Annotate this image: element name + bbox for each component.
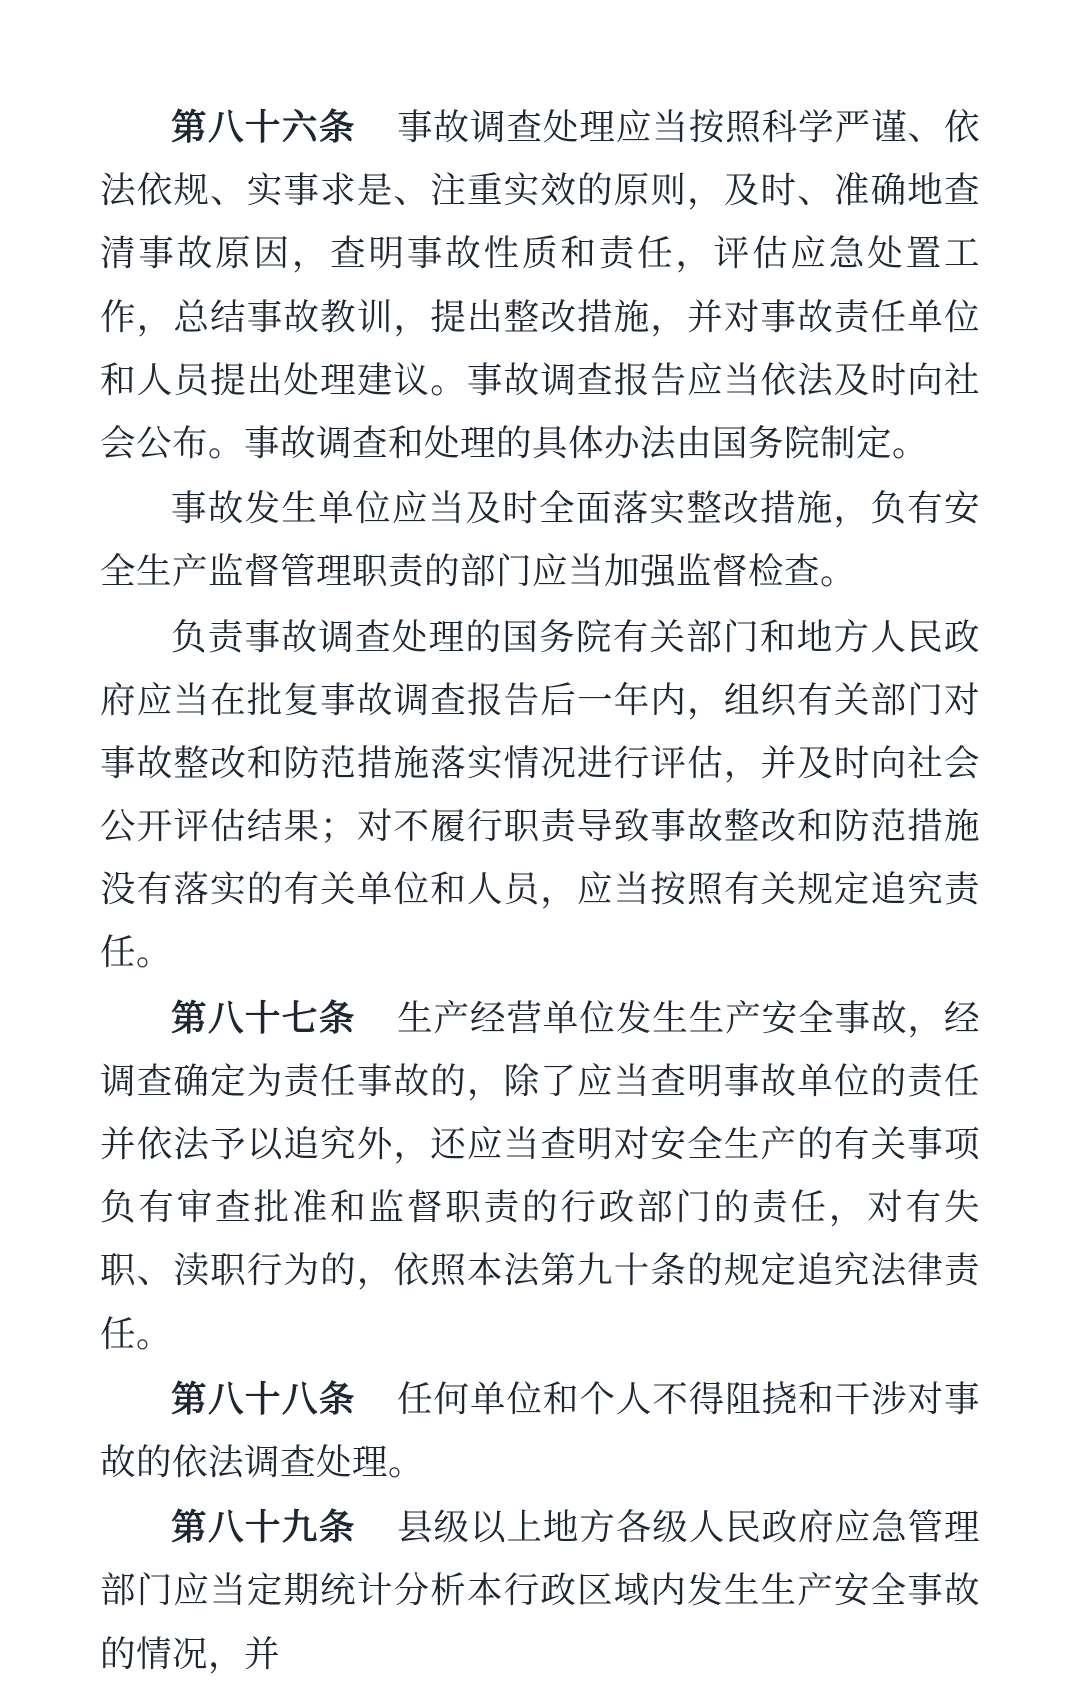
paragraph-text: 负责事故调查处理的国务院有关部门和地方人民政府应当在批复事故调查报告后一年内，组织有关部门对事故整改和防范措施落实情况进行评估，并及时向社会公开评估结果；对不履行职责导致事故整改和防范措施没有落实的有关单位和人员，应当按照有关规定追究责任。 — [100, 616, 980, 973]
paragraph-article-87 — [100, 987, 980, 1366]
paragraph-86-2 — [100, 477, 980, 603]
paragraph-text: 生产经营单位发生生产安全事故，经调查确定为责任事故的，除了应当查明事故单位的责任并依法予以追究外，还应当查明对安全生产的有关事项负有审查批准和监督职责的行政部门的责任，对有失职、渎职行为的，依照本法第九十条的规定追究法律责任。 — [100, 997, 980, 1354]
paragraph-text: 事故发生单位应当及时全面落实整改措施，负有安全生产监督管理职责的部门应当加强监督检查。 — [100, 488, 980, 592]
paragraph-text: 事故调查处理应当按照科学严谨、依法依规、实事求是、注重实效的原则，及时、准确地查清事故原因，查明事故性质和责任，评估应急处置工作，总结事故教训，提出整改措施，并对事故责任单位和人员提出处理建议。事故调查报告应当依法及时向社会公布。事故调查和处理的具体办法由国务院制定。 — [100, 107, 980, 463]
article-number-89: 第八十九条 — [171, 1507, 356, 1548]
article-number-86: 第八十六条 — [171, 107, 356, 147]
paragraph-article-86 — [100, 96, 980, 475]
article-number-88: 第八十八条 — [171, 1378, 356, 1419]
paragraph-text: 县级以上地方各级人民政府应急管理部门应当定期统计分析本行政区域内发生生产安全事故的情况，并 — [100, 1507, 980, 1674]
article-number-87: 第八十七条 — [171, 997, 356, 1038]
document-body — [100, 96, 980, 1686]
paragraph-article-88 — [100, 1368, 980, 1494]
paragraph-86-3 — [100, 606, 980, 985]
paragraph-text: 任何单位和个人不得阻挠和干涉对事故的依法调查处理。 — [100, 1378, 980, 1482]
paragraph-article-89 — [100, 1496, 980, 1686]
